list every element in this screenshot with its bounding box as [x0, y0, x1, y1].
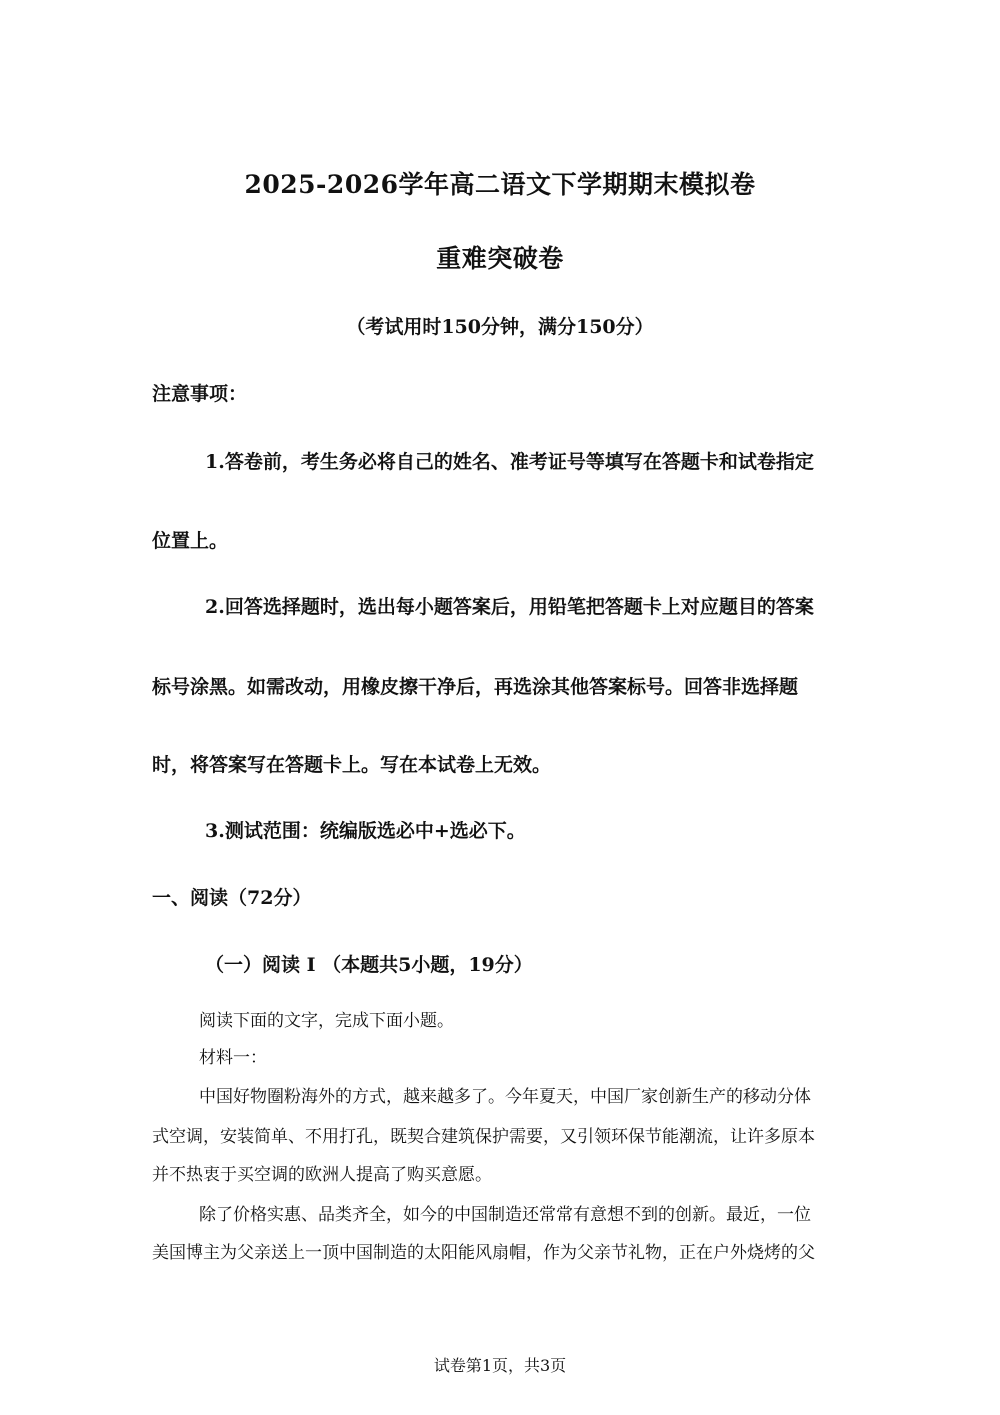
notice-heading: 注意事项： [152, 383, 248, 405]
notice-item-1-line-1: 1.答卷前，考生务必将自己的姓名、准考证号等填写在答题卡和试卷指定 [205, 451, 814, 473]
notice-item-2-line-1: 2.回答选择题时，选出每小题答案后，用铅笔把答题卡上对应题目的答案 [205, 596, 814, 618]
reading-instruction: 阅读下面的文字，完成下面小题。 [199, 1011, 454, 1031]
notice-item-1-line-2: 位置上。 [152, 530, 229, 552]
exam-title: 2025-2026学年高二语文下学期期末模拟卷 [244, 170, 756, 199]
material-label: 材料一： [199, 1048, 267, 1068]
passage-paragraph-1-line-2: 式空调，安装简单、不用打孔，既契合建筑保护需要，又引领环保节能潮流，让许多原本 [152, 1127, 815, 1147]
page-footer: 试卷第1页，共3页 [433, 1356, 567, 1375]
exam-info: （考试用时150分钟，满分150分） [346, 316, 654, 338]
reading-sub-heading: （一）阅读 I （本题共5小题，19分） [205, 954, 533, 976]
exam-subtitle: 重难突破卷 [436, 244, 564, 273]
passage-paragraph-2-line-2: 美国博主为父亲送上一顶中国制造的太阳能风扇帽，作为父亲节礼物，正在户外烧烤的父 [152, 1243, 815, 1263]
notice-item-2-line-3: 时，将答案写在答题卡上。写在本试卷上无效。 [152, 754, 552, 776]
passage-paragraph-1-line-3: 并不热衷于买空调的欧洲人提高了购买意愿。 [152, 1165, 492, 1185]
passage-paragraph-1-line-1: 中国好物圈粉海外的方式，越来越多了。今年夏天，中国厂家创新生产的移动分体 [199, 1087, 811, 1107]
passage-paragraph-2-line-1: 除了价格实惠、品类齐全，如今的中国制造还常常有意想不到的创新。最近，一位 [199, 1205, 811, 1225]
section-heading: 一、阅读（72分） [152, 887, 312, 909]
notice-item-3-line-1: 3.测试范围：统编版选必中+选必下。 [205, 820, 526, 842]
notice-item-2-line-2: 标号涂黑。如需改动，用橡皮擦干净后，再选涂其他答案标号。回答非选择题 [152, 676, 799, 698]
